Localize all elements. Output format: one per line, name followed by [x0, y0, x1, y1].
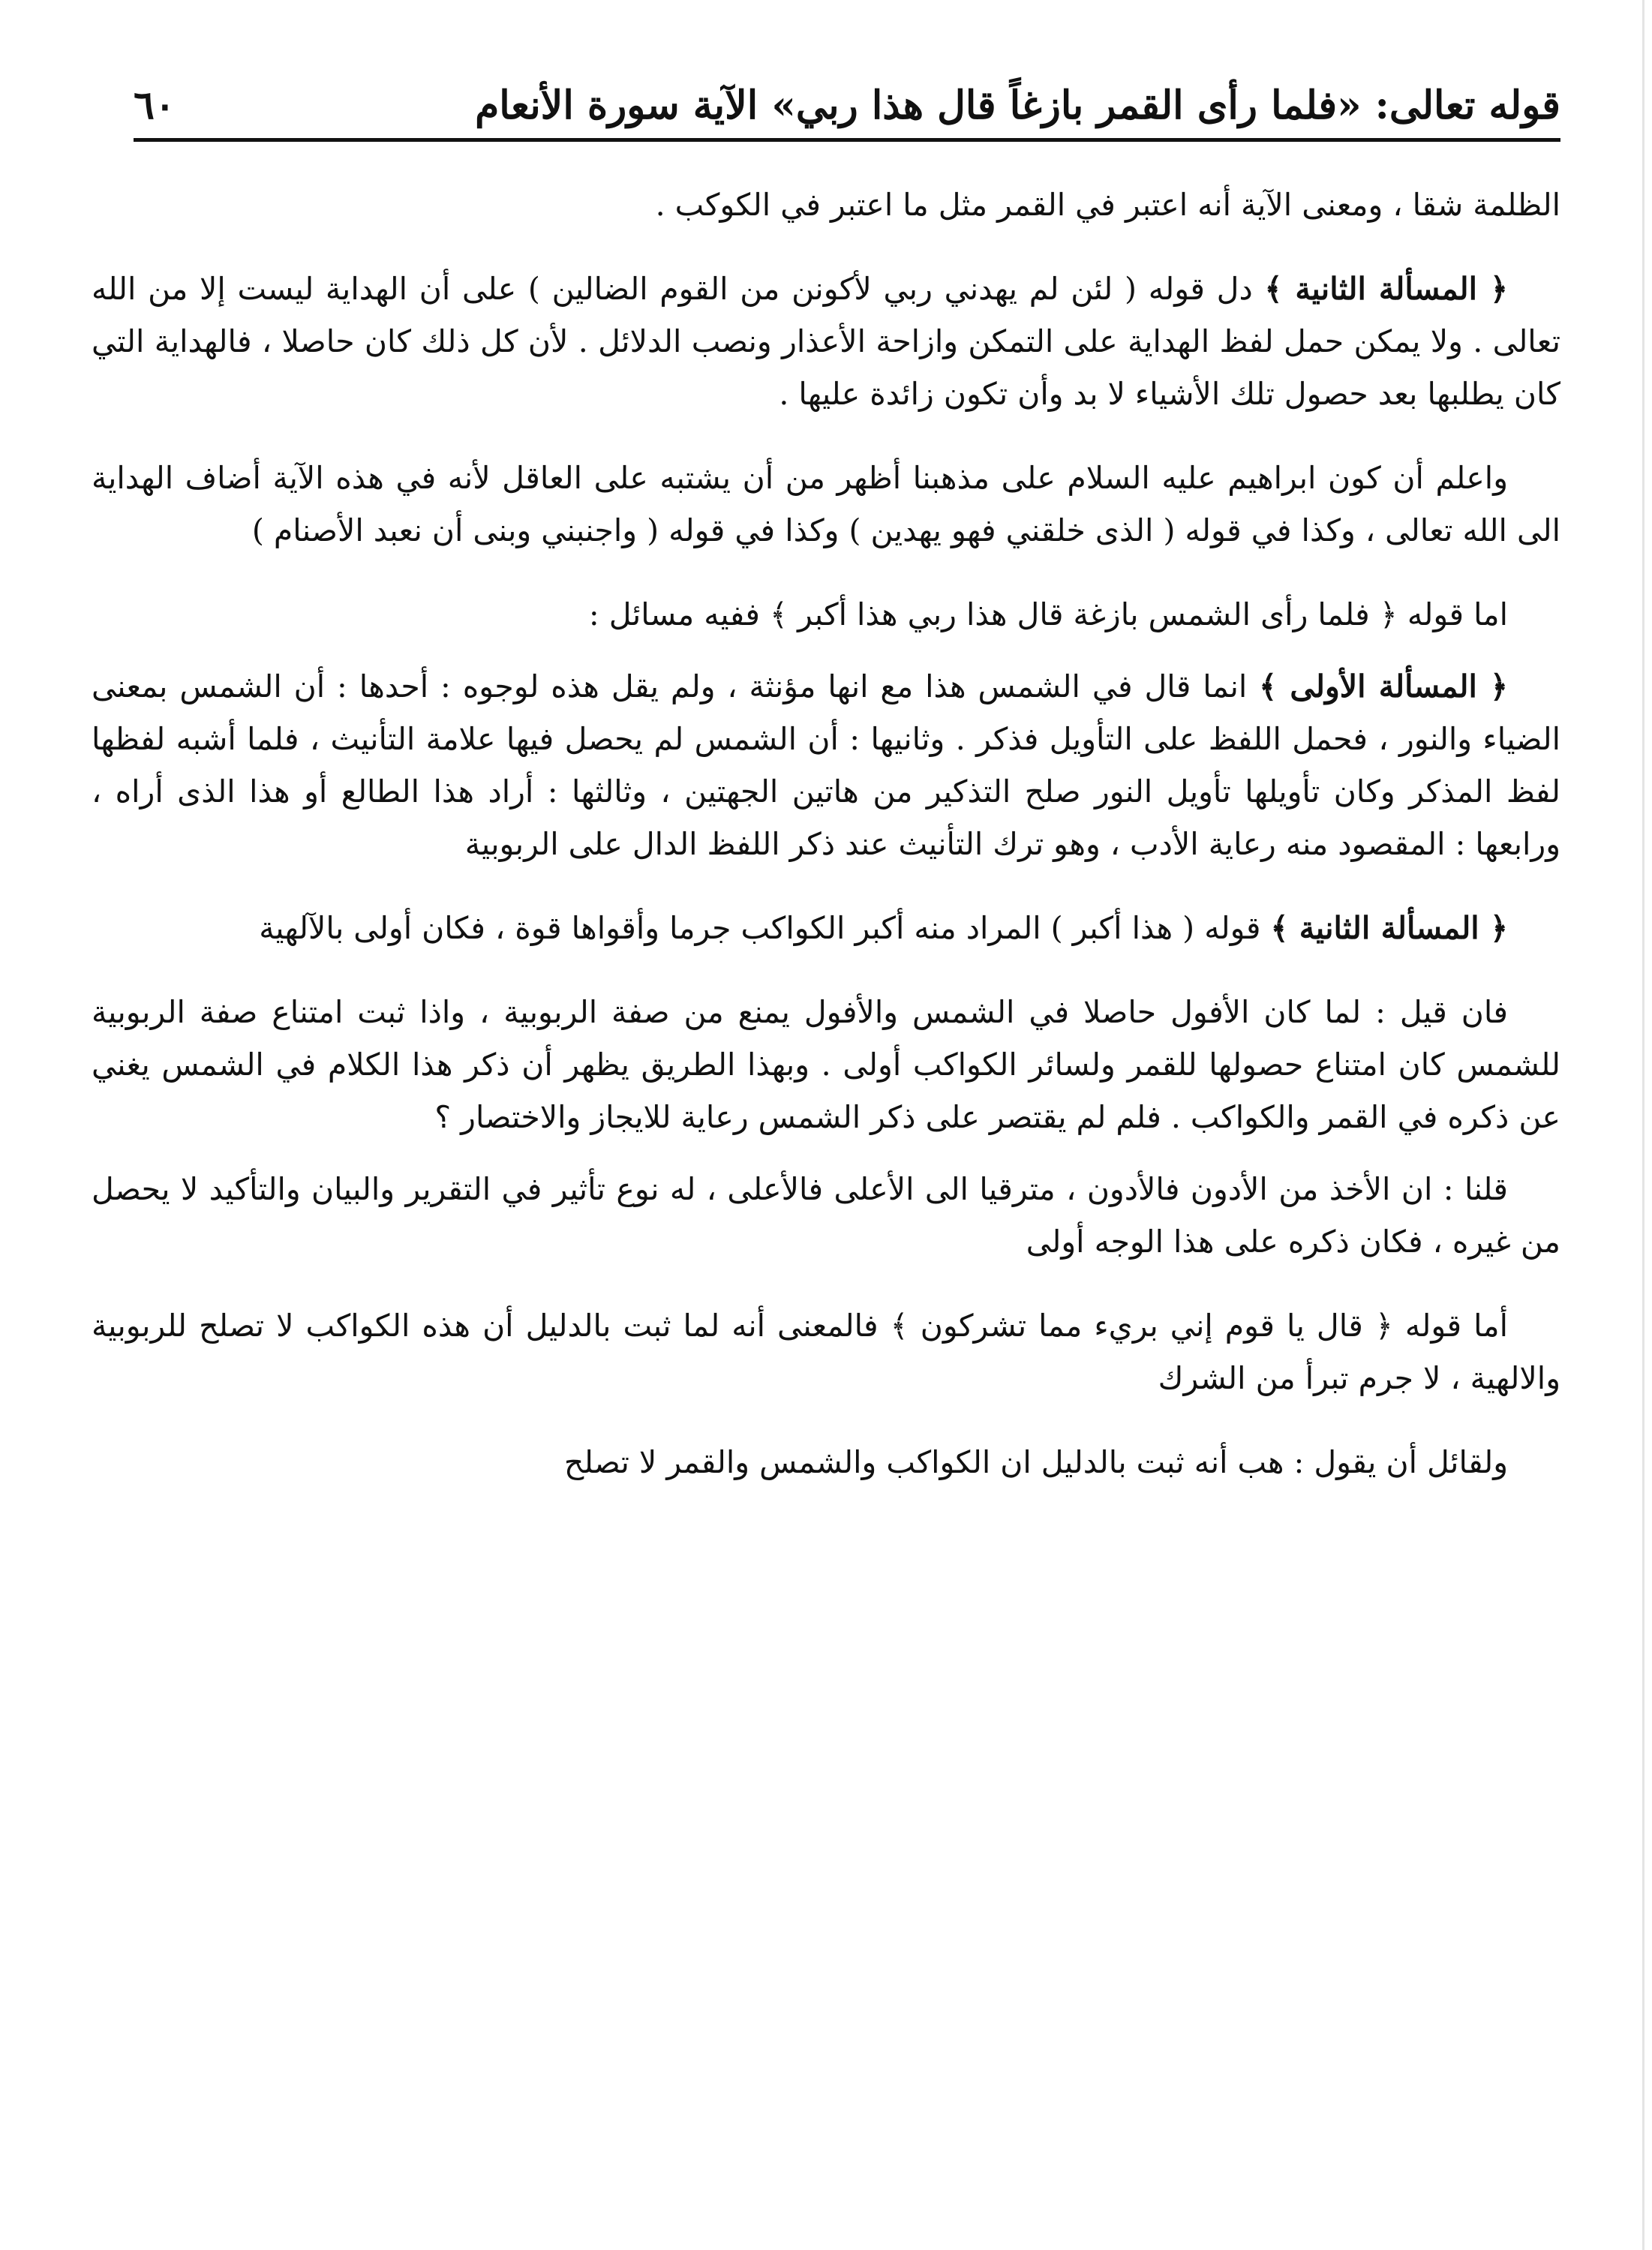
page-body	[92, 179, 1560, 1520]
paragraph-text: انما قال في الشمس هذا مع انها مؤنثة ، ولم يقل هذه لوجوه : أحدها : أن الشمس بمعنى الضياء والنور ، فحمل اللفظ على التأويل فذكر . وثانيها : أن الشمس لم يحصل فيها علامة التأنيث ، فلما أشبه لفظها لفظ المذكر وكان تأويلها تأويل النور صلح التذكير من هاتين الجهتين ، وثالثها : أراد هذا الطالع أو هذا الذى أراه ، ورابعها : المقصود منه رعاية الأدب ، وهو ترك التأنيث عند ذكر اللفظ الدال على الربوبية	[92, 668, 1560, 862]
section-heading: ﴿ المسألة الثانية ﴾	[1270, 910, 1508, 946]
paragraph-3	[92, 452, 1560, 557]
paragraph-text: فان قيل : لما كان الأفول حاصلا في الشمس والأفول يمنع من صفة الربوبية ، واذا ثبت امتناع صفة الربوبية للشمس كان امتناع حصولها للقمر ولسائر الكواكب أولى . وبهذا الطريق يظهر أن ذكر هذا الكلام في الشمس يغني عن ذكره في القمر والكواكب . فلم لم يقتصر على ذكر الشمس رعاية للايجاز والاختصار ؟	[92, 994, 1560, 1135]
paragraph-9	[92, 1299, 1560, 1404]
paragraph-8	[92, 1163, 1560, 1268]
paragraph-text: دل قوله ( لئن لم يهدني ربي لأكونن من القوم الضالين ) على أن الهداية ليست إلا من الله تعالى . ولا يمكن حمل لفظ الهداية على التمكن وازاحة الأعذار ونصب الدلائل . لأن كل ذلك كان حاصلا ، فالهداية التي كان يطلبها بعد حصول تلك الأشياء لا بد وأن تكون زائدة عليها .	[92, 271, 1560, 412]
page-number: ٦٠	[134, 82, 176, 128]
section-heading: ﴿ المسألة الثانية ﴾	[1264, 271, 1509, 307]
paragraph-6	[92, 902, 1560, 954]
page-header	[134, 75, 1560, 135]
paragraph-text: قوله ( هذا أكبر ) المراد منه أكبر الكواكب جرما وأقواها قوة ، فكان أولى بالآلهية	[259, 910, 1271, 946]
paragraph-2	[92, 263, 1560, 420]
paragraph-10	[92, 1436, 1560, 1488]
paragraph-4	[92, 588, 1560, 641]
paragraph-text: اما قوله ﴿ فلما رأى الشمس بازغة قال هذا ربي هذا أكبر ﴾ ففيه مسائل :	[588, 596, 1508, 632]
scan-edge	[1642, 0, 1644, 2250]
paragraph-1	[92, 179, 1560, 231]
header-rule	[134, 138, 1560, 142]
paragraph-text: قلنا : ان الأخذ من الأدون فالأدون ، مترقيا الى الأعلى فالأعلى ، له نوع تأثير في التقرير والبيان والتأكيد لا يحصل من غيره ، فكان ذكره على هذا الوجه أولى	[92, 1171, 1560, 1260]
paragraph-text: ولقائل أن يقول : هب أنه ثبت بالدليل ان الكواكب والشمس والقمر لا تصلح	[563, 1444, 1508, 1480]
running-title: قوله تعالى: «فلما رأى القمر بازغاً قال هذا ربي» الآية سورة الأنعام	[475, 82, 1560, 128]
paragraph-text: الظلمة شقا ، ومعنى الآية أنه اعتبر في القمر مثل ما اعتبر في الكوكب .	[655, 187, 1560, 223]
paragraph-text: واعلم أن كون ابراهيم عليه السلام على مذهبنا أظهر من أن يشتبه على العاقل لأنه في هذه الآية أضاف الهداية الى الله تعالى ، وكذا في قوله ( الذى خلقني فهو يهدين ) وكذا في قوله ( واجنبني وبنى أن نعبد الأصنام )	[92, 460, 1560, 548]
section-heading: ﴿ المسألة الأولى ﴾	[1259, 668, 1508, 704]
paragraph-7	[92, 986, 1560, 1143]
paragraph-text: أما قوله ﴿ قال يا قوم إني بريء مما تشركون ﴾ فالمعنى أنه لما ثبت بالدليل أن هذه الكواكب لا تصلح للربوبية والالهية ، لا جرم تبرأ من الشرك	[92, 1308, 1560, 1396]
paragraph-5	[92, 660, 1560, 870]
